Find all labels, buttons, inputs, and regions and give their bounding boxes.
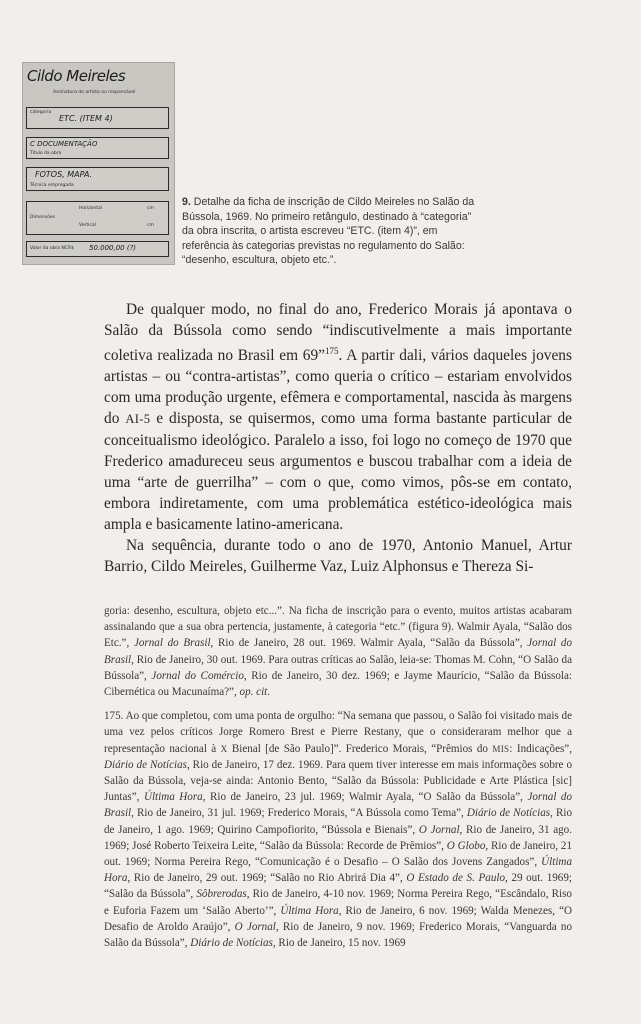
caption-number: 9. xyxy=(182,196,191,208)
footnotes xyxy=(104,603,572,959)
footnote-ref: 175 xyxy=(325,346,339,356)
form-field-category: categoria ETC. (ITEM 4) xyxy=(26,107,169,129)
body-paragraph: Na sequência, durante todo o ano de 1970, Antonio Manuel, Artur Barrio, Cildo Meireles, Guilherme Vaz, Luiz Alphonsus e Thereza Si- xyxy=(104,537,572,576)
body-text xyxy=(104,299,572,577)
form-field-value: Valor da obra NCR$ 50.000,00 (?) xyxy=(26,241,169,257)
footnote: goria: desenho, escultura, objeto etc...”. Na ficha de inscrição para o evento, muitos artistas acabaram assinalando que a sua obra pertencia, justamente, à categoria “etc.” (figura 9). Walmir Ayala, “Salão dos Etc.”, Jornal do Brasil, Rio de Janeiro, 28 out. 1969. Walmir Ayala, “Salão da Bússola”, Jornal do Brasil, Rio de Janeiro, 30 out. 1969. Para outras críticas ao Salão, leia-se: Thomas M. Cohn, “O Salão da Bússola”, Jornal do Comércio, Rio de Janeiro, 30 dez. 1969; e Jayme Maurício, “Salão da Bússola: Cibernética ou Macunaíma?”, op. cit. xyxy=(104,605,573,699)
figure-registration-form xyxy=(22,62,175,265)
artist-signature: Cildo Meireles xyxy=(27,67,126,85)
form-field-technique: FOTOS, MAPA. Técnica empregada xyxy=(26,167,169,191)
form-field-title: C DOCUMENTAÇÃO Título da obra xyxy=(26,137,169,159)
form-field-dimensions: Dimensões Horizontal cm Vertical cm xyxy=(26,201,169,235)
body-paragraph: De qualquer modo, no final do ano, Frederico Morais já apontava o Salão da Bússola como sendo “indiscutivelmente a mais importante coletiva realizada no Brasil em 69”$^{175}$. A partir dali, vários daqueles jovens artistas – ou “contra-artistas”, como queria o crítico – estariam envolvidos com uma produção urgente, efêmera e comportamental, nascida às margens do AI-5 e disposta, se quisermos, como uma forma bastante particular de conceitualismo ideológico. Paralelo a isso, foi logo no começo de 1970 que Frederico amadureceu seus argumentos e buscou trabalhar com a ideia de uma “arte de guerrilha” – com o que, como vimos, pôs-se em contato, embora indiretamente, com uma problemática estético-ideológica mais ampla e basicamente latino-americana. xyxy=(104,301,572,534)
signature-label: Assinatura do artista ou responsável xyxy=(53,90,136,95)
figure-caption xyxy=(182,195,482,268)
footnote: 175. Ao que completou, com uma ponta de orgulho: “Na semana que passou, o Salão foi visitado mais de uma vez pelos críticos Jorge Romero Brest e Pierre Restany, que o consideraram melhor que a representação nacional à X Bienal [de São Paulo]”. Frederico Morais, “Prêmios do MIS: Indicações”, Diário de Notícias, Rio de Janeiro, 17 dez. 1969. Para quem tiver interesse em mais informações sobre o Salão da Bússola, veja-se ainda: Antonio Bento, “Salão da Bússola: Publicidade e Arte Plástica [sic] Juntas”, Última Hora, Rio de Janeiro, 23 jul. 1969; Walmir Ayala, “O Salão da Bússola”, Jornal do Brasil, Rio de Janeiro, 31 jul. 1969; Frederico Morais, “A Bússola como Tema”, Diário de Notícias, Rio de Janeiro, 1 ago. 1969; Quirino Campofiorito, “Bússola e Bienais”, O Jornal, Rio de Janeiro, 31 ago. 1969; José Roberto Teixeira Leite, “Salão da Bússola: Recorde de Prêmios”, O Globo, Rio de Janeiro, 21 out. 1969; Norma Pereira Rego, “Comunicação é o Desafio – O Salão dos Jovens Zangados”, Última Hora, Rio de Janeiro, 29 out. 1969; “Salão no Rio Abrirá Dia 4”, O Estado de S. Paulo, 29 out. 1969; “Salão da Bússola”, Sôbrerodas, Rio de Janeiro, 4-10 nov. 1969; Norma Pereira Rego, “Escândalo, Riso e Euforia Fazem um ‘Salão Aberto’”, Última Hora, Rio de Janeiro, 6 nov. 1969; Walda Menezes, “O Desafio de Aroldo Araújo”, O Jornal, Rio de Janeiro, 9 nov. 1969; Frederico Morais, “Vanguarda no Salão da Bússola”, Diário de Notícias, Rio de Janeiro, 15 nov. 1969 xyxy=(104,710,573,950)
caption-text: Detalhe da ficha de inscrição de Cildo Meireles no Salão da Bússola, 1969. No primeiro retângulo, destinado à “categoria” da obra inscrita, o artista escreveu “ETC. (item 4)”, em referência às categorias previstas no regulamento do Salão: “desenho, escultura, objeto etc.”. xyxy=(182,196,475,267)
